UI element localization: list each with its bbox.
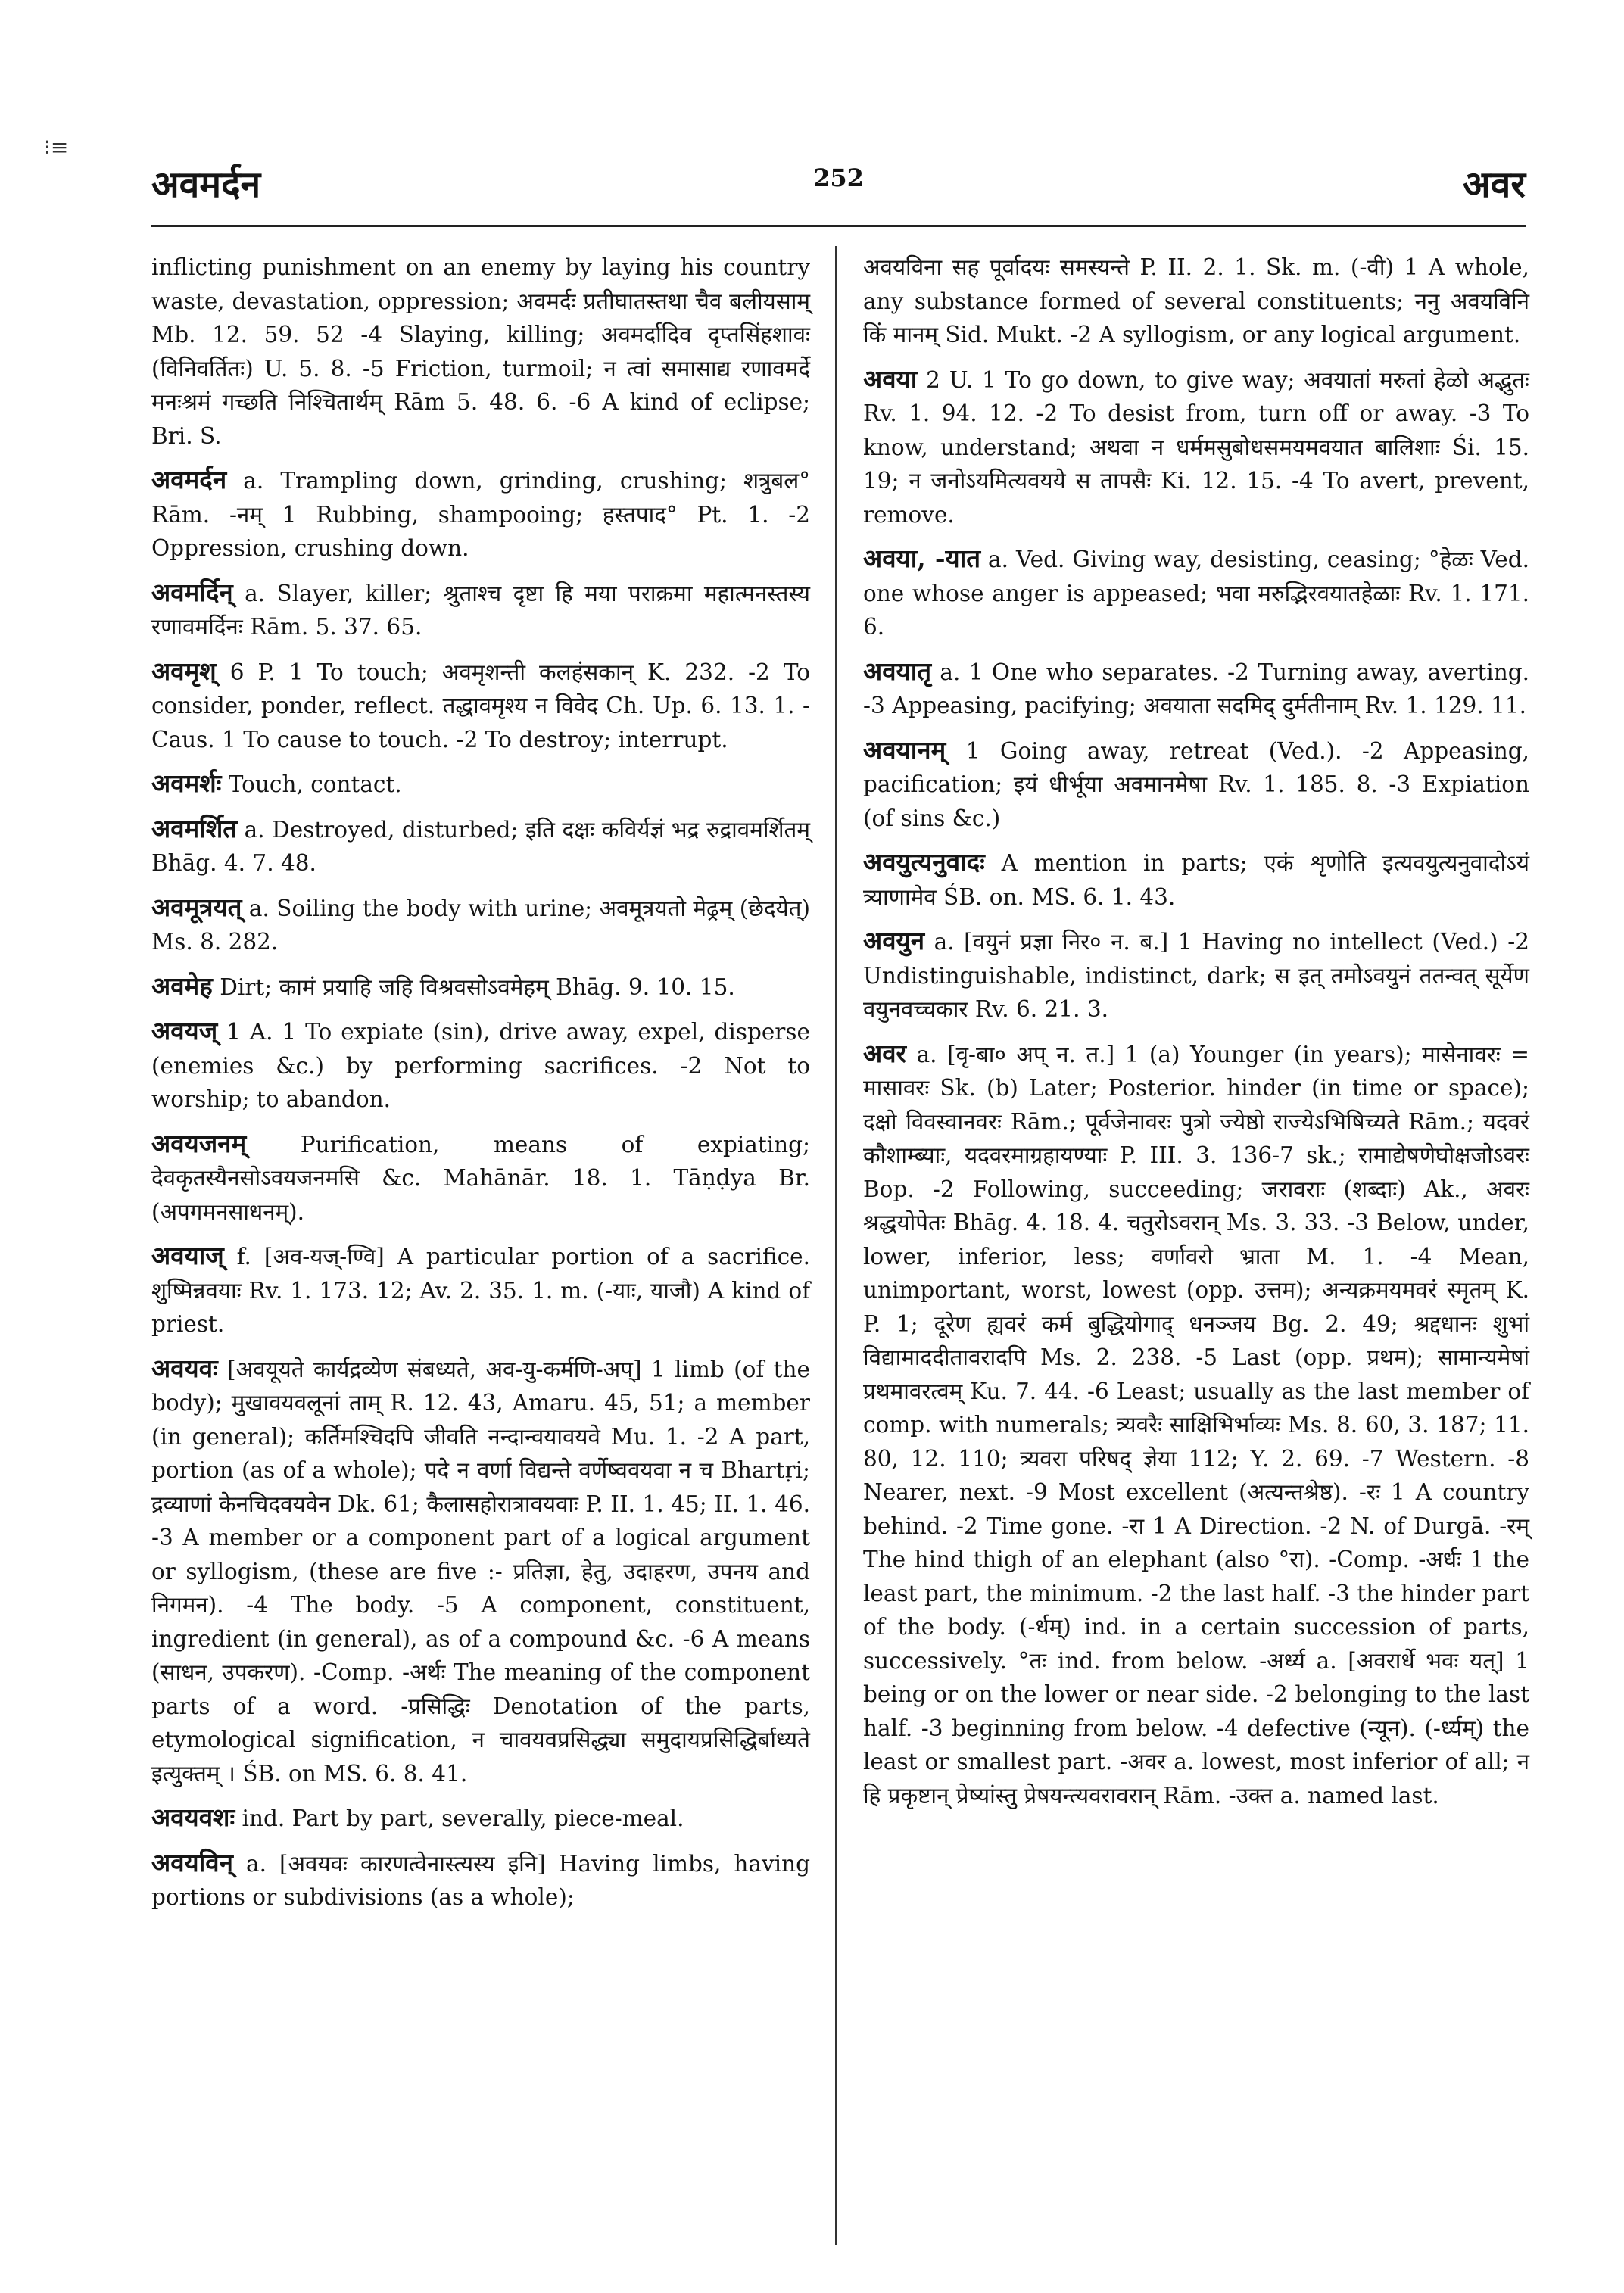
entry-text: A mention in parts; एकं शृणोति इत्यवयुत्यनुवादोऽयं त्र्याणामेव ŚB. on. MS. 6. 1. 43. bbox=[863, 850, 1529, 910]
entry-headword: अवयुन bbox=[863, 926, 925, 955]
entry-text: ind. Part by part, severally, piece-meal. bbox=[235, 1805, 684, 1831]
entry-text: inflicting punishment on an enemy by laying his country waste, devastation, oppression; अवमर्दः प्रतीघातस्तथा चैव बलीयसाम् Mb. 12. 59. 52 -4 Slaying, killing; अवमर्दादिव दृप्तसिंहशावः (विनिवर्तितः) U. 5. 8. -5 Friction, turmoil; न त्वां समासाद्य रणावमर्दे मनःश्रमं गच्छति निश्चितार्थम् Rām 5. 48. 6. -6 A kind of eclipse; Bri. S. bbox=[151, 254, 810, 449]
entry-text: a. Destroyed, disturbed; इति दक्षः कविर्यज्ञं भद्र रुद्रावमर्शितम् Bhāg. 4. 7. 48. bbox=[151, 816, 810, 876]
margin-mark: ⁝≡ bbox=[44, 135, 69, 160]
column-divider bbox=[835, 246, 837, 2245]
entry-headword: अवयवः bbox=[151, 1353, 218, 1383]
entry-text: a. Soiling the body with urine; अवमूत्रयतो मेढ्रम् (छेदयेत्) Ms. 8. 282. bbox=[151, 895, 810, 955]
dictionary-entry bbox=[863, 363, 1529, 532]
entry-text: अवयविना सह पूर्वादयः समस्यन्ते P. II. 2. 1. Sk. m. (-वी) 1 A whole, any substance formed of several constituents; ननु अवयविनि किं मानम् Sid. Mukt. -2 A syllogism, or any logical argument. bbox=[863, 254, 1529, 347]
entry-headword: अवयविन् bbox=[151, 1847, 233, 1877]
dictionary-entry bbox=[863, 846, 1529, 914]
dictionary-entry bbox=[151, 655, 810, 757]
dictionary-entry bbox=[151, 767, 810, 802]
dictionary-entry bbox=[151, 1014, 810, 1117]
entry-headword: अवमर्शित bbox=[151, 813, 238, 843]
entry-headword: अवया bbox=[863, 363, 918, 394]
entry-text: Purification, means of expiating; देवकृतस्यैनसोऽवयजनमसि &c. Mahānār. 18. 1. Tāṇḍya Br. (अपगमनसाधनम्). bbox=[151, 1131, 810, 1225]
entry-headword: अवयानम् bbox=[863, 734, 946, 765]
entry-text: 6 P. 1 To touch; अवमृशन्ती कलहंसकान् K. 232. -2 To consider, ponder, reflect. तद्धावमृश्य न विवेद Ch. Up. 6. 13. 1. -Caus. 1 To cause to touch. -2 To destroy; interrupt. bbox=[151, 659, 810, 752]
entry-text: f. [अव-यज्-ण्वि] A particular portion of a sacrifice. शुष्मिन्नवयाः Rv. 1. 173. 12; Av. 2. 35. 1. m. (-याः, याजौ) A kind of priest. bbox=[151, 1244, 810, 1337]
right-running-headword: अवर bbox=[1463, 164, 1526, 206]
entry-headword: अवमर्दन bbox=[151, 465, 227, 494]
entry-text: a. Ved. Giving way, desisting, ceasing; °हेळः Ved. one whose anger is appeased; भवा मरुद्भिरवयातहेळाः Rv. 1. 171. 6. bbox=[863, 547, 1529, 640]
dictionary-entry bbox=[151, 1846, 810, 1914]
entry-text: a. 1 One who separates. -2 Turning away, averting. -3 Appeasing, pacifying; अवयाता सदमिद् दुर्मतीनाम् Rv. 1. 129. 11. bbox=[863, 659, 1529, 718]
dictionary-entry bbox=[151, 576, 810, 644]
entry-headword: अवमूत्रयत् bbox=[151, 892, 242, 922]
entry-text: Touch, contact. bbox=[221, 771, 402, 797]
dictionary-entry bbox=[863, 250, 1529, 352]
left-running-headword: अवमर्दन bbox=[151, 164, 261, 206]
entry-text: [अवयूयते कार्यद्रव्येण संबध्यते, अव-यु-कर्मणि-अप्] 1 limb (of the body); मुखावयवलूनां ताम् R. 12. 43, Amaru. 45, 51; a member (in general); कर्तिमश्चिदपि जीवति नन्दान्वयावयवे Mu. 1. -2 A part, portion (as of a whole); पदे न वर्णा विद्यन्ते वर्णेष्ववयवा न च Bhartṛi; द्रव्याणां केनचिदवयवेन Dk. 61; कैलासहोरात्रावयवाः P. II. 1. 45; II. 1. 46. -3 A member or a component part of a logical argument or syllogism, (these are five :- प्रतिज्ञा, हेतु, उदाहरण, उपनय and निगमन). -4 The body. -5 A component, constituent, ingredient (in general), as of a compound &c. -6 A means (साधन, उपकरण). -Comp. -अर्थः The meaning of the component parts of a word. -प्रसिद्धिः Denotation of the parts, etymological signification, न चावयवप्रसिद्ध्या समुदायप्रसिद्धिर्बाध्यते इत्युक्तम् । ŚB. on MS. 6. 8. 41. bbox=[151, 1356, 810, 1787]
right-column bbox=[863, 250, 1529, 1823]
dictionary-entry bbox=[863, 924, 1529, 1027]
entry-headword: अवयातृ bbox=[863, 656, 932, 686]
entry-headword: अवयजनम् bbox=[151, 1128, 247, 1158]
dictionary-entry bbox=[151, 1127, 810, 1229]
dictionary-entry bbox=[863, 542, 1529, 644]
header-rule bbox=[151, 225, 1526, 227]
dictionary-entry bbox=[863, 1037, 1529, 1813]
dictionary-entry bbox=[863, 655, 1529, 723]
entry-text: a. [वृ-बा० अप् न. त.] 1 (a) Younger (in years); मासेनावरः = मासावरः Sk. (b) Later; Posterior. hinder (in time or space); दक्षो विवस्वानवरः Rām.; पूर्वजेनावरः पुत्रो ज्येष्ठो राज्येऽभिषिच्यते Rām.; यदवरं कौशाम्ब्याः, यदवरमाग्रहायण्याः P. III. 3. 136-7 sk.; रामाद्येषणेघोक्षजोऽवरः Bop. -2 Following, succeeding; जरावराः (शब्दाः) Ak., अवरः श्रद्धयोपेतः Bhāg. 4. 18. 4. चतुरोऽवरान् Ms. 3. 33. -3 Below, under, lower, inferior, less; वर्णावरो भ्राता M. 1. -4 Mean, unimportant, worst, lowest (opp. उत्तम); अन्यक्रमयमवरं स्मृतम् K. P. 1; दूरेण ह्यवरं कर्म बुद्धियोगाद् धनञ्जय Bg. 2. 49; श्रद्दधानः शुभां विद्यामाददीतावरादपि Ms. 2. 238. -5 Last (opp. प्रथम); सामान्यमेषां प्रथमावरत्वम् Ku. 7. 44. -6 Least; usually as the last member of comp. with numerals; त्र्यवरैः साक्षिभिर्भाव्यः Ms. 8. 60, 3. 187; 11. 80, 12. 110; त्र्यवरा परिषद् ज्ञेया 112; Y. 2. 69. -7 Western. -8 Nearer, next. -9 Most excellent (अत्यन्तश्रेष्ठ). -रः 1 A country behind. -2 Time gone. -रा 1 A Direction. -2 N. of Durgā. -रम् The hind thigh of an elephant (also °रा). -Comp. -अर्धः 1 the least part, the minimum. -2 the last half. -3 the hinder part of the body. (-र्धम्) ind. in a certain succession of parts, successively. °तः ind. from below. -अर्ध्य a. [अवरार्धे भवः यत्] 1 being or on the lower or near side. -2 belonging to the last half. -3 beginning from below. -4 defective (न्यून). (-र्ध्यम्) the least or smallest part. -अवर a. lowest, most inferior of all; न हि प्रकृष्टान् प्रेष्यांस्तु प्रेषयन्त्यवरावरान् Rām. -उक्त a. named last. bbox=[863, 1041, 1529, 1809]
dictionary-entry bbox=[151, 1239, 810, 1341]
entry-headword: अवमर्दिन् bbox=[151, 577, 233, 607]
entry-headword: अवयुत्यनुवादः bbox=[863, 847, 985, 877]
entry-headword: अवयाज् bbox=[151, 1241, 224, 1270]
left-column bbox=[151, 250, 810, 1925]
dictionary-entry bbox=[151, 1352, 810, 1791]
dictionary-entry bbox=[151, 1801, 810, 1836]
dictionary-entry bbox=[151, 463, 810, 565]
page-number: 252 bbox=[813, 164, 864, 192]
entry-text: a. Trampling down, grinding, crushing; शत्रुबल° Rām. -नम् 1 Rubbing, shampooing; हस्तपाद° Pt. 1. -2 Oppression, crushing down. bbox=[151, 468, 810, 561]
entry-text: 1 A. 1 To expiate (sin), drive away, expel, disperse (enemies &c.) by performing sacrifices. -2 Not to worship; to abandon. bbox=[151, 1019, 810, 1112]
dictionary-entry bbox=[151, 970, 810, 1005]
entry-text: a. [अवयवः कारणत्वेनास्त्यस्य इनि] Having limbs, having portions or subdivisions (as a whole); bbox=[151, 1850, 810, 1910]
entry-text: a. Slayer, killer; श्रुताश्च दृष्टा हि मया पराक्रमा महात्मनस्तस्य रणावमर्दिनः Rām. 5. 37. 65. bbox=[151, 580, 810, 640]
entry-headword: अवर bbox=[863, 1038, 907, 1068]
entry-text: a. [वयुनं प्रज्ञा निर० न. ब.] 1 Having no intellect (Ved.) -2 Undistinguishable, indistinct, dark; स इत् तमोऽवयुनं ततन्वत् सूर्येण वयुनवच्चकार Rv. 6. 21. 3. bbox=[863, 929, 1529, 1022]
dictionary-entry bbox=[151, 891, 810, 959]
dictionary-entry bbox=[863, 734, 1529, 836]
page-header bbox=[151, 159, 1526, 220]
entry-headword: अवया, -यात bbox=[863, 544, 981, 573]
dictionary-entry bbox=[151, 250, 810, 453]
entry-headword: अवमेह bbox=[151, 970, 213, 1001]
entry-text: 1 Going away, retreat (Ved.). -2 Appeasing, pacification; इयं धीर्भूया अवमानमेषा Rv. 1. 185. 8. -3 Expiation (of sins &c.) bbox=[863, 737, 1529, 831]
entry-text: 2 U. 1 To go down, to give way; अवयातां मरुतां हेळो अद्भुतः Rv. 1. 94. 12. -2 To desist from, turn off or away. -3 To know, understand; अथवा न धर्ममसुबोधसमयमवयात बालिशाः Śi. 15. 19; न जनोऽयमित्यवयये स तापसैः Ki. 12. 15. -4 To avert, prevent, remove. bbox=[863, 366, 1529, 528]
entry-text: Dirt; कामं प्रयाहि जहि विश्रवसोऽवमेहम् Bhāg. 9. 10. 15. bbox=[212, 974, 735, 1000]
entry-headword: अवयवशः bbox=[151, 1802, 235, 1832]
entry-headword: अवयज् bbox=[151, 1016, 218, 1045]
entry-headword: अवमर्शः bbox=[151, 768, 222, 798]
entry-headword: अवमृश् bbox=[151, 656, 217, 686]
dictionary-entry bbox=[151, 812, 810, 880]
